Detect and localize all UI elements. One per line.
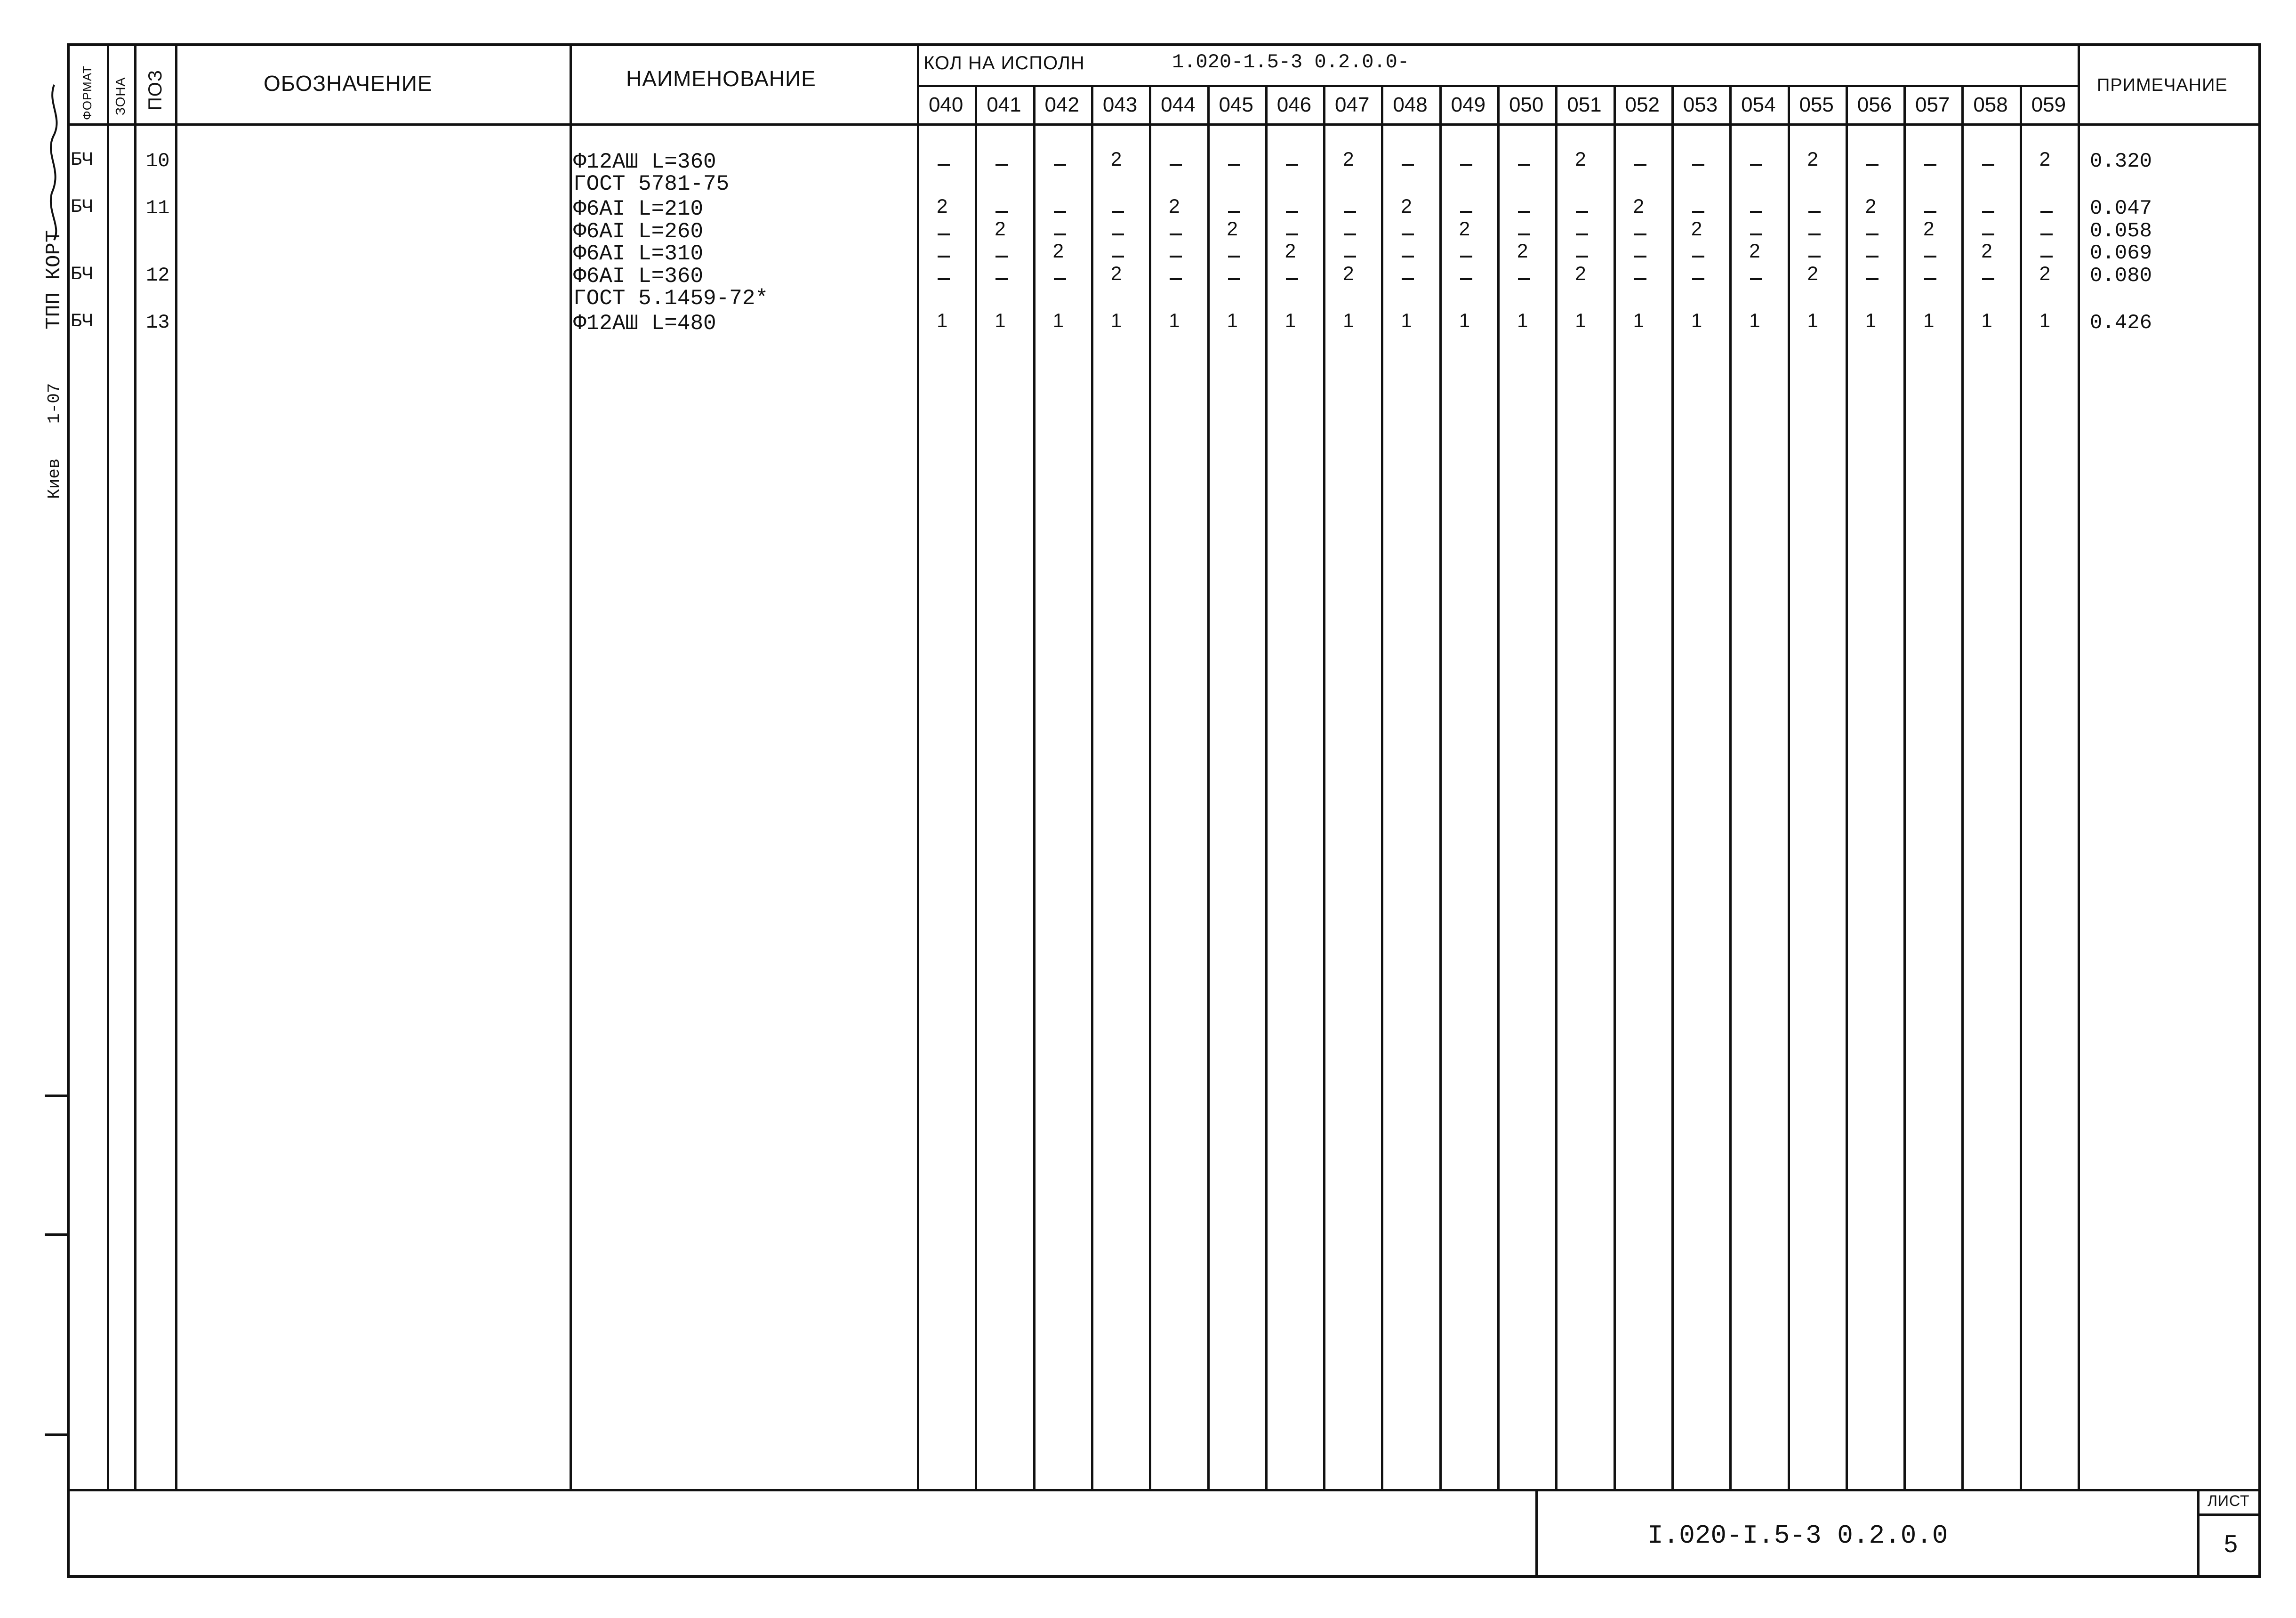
row-note: 0.058 (2090, 219, 2152, 243)
qty-dash (1460, 211, 1472, 213)
qty-dash (2040, 256, 2053, 258)
qty-value: 1 (1110, 309, 1122, 331)
qty-value: 1 (1575, 309, 1586, 331)
qty-dash (1634, 256, 1646, 258)
qty-value: 2 (1575, 262, 1586, 284)
qty-dash (1286, 278, 1298, 280)
qty-value: 2 (1110, 148, 1122, 170)
side-stamp-org: ТПП КОРТ (42, 230, 66, 330)
title-block-sheet-line (2197, 1489, 2200, 1578)
qty-value: 2 (1227, 217, 1238, 240)
qty-value: 1 (1633, 309, 1644, 331)
header-designation: ОБОЗНАЧЕНИЕ (264, 71, 433, 96)
qty-value: 2 (1343, 148, 1354, 170)
qty-value: 1 (1459, 309, 1470, 331)
row-format: БЧ (71, 150, 94, 171)
qty-dash (1402, 164, 1414, 166)
qty-dash (1982, 233, 1994, 235)
left-margin-line (67, 43, 69, 1578)
variant-col-line (1265, 85, 1268, 1489)
qty-dash (1692, 278, 1704, 280)
qty-dash (1750, 233, 1762, 235)
header-format: ФОРМАТ (80, 65, 94, 120)
variant-header-051: 051 (1567, 93, 1602, 116)
qty-dash (1460, 164, 1472, 166)
qty-dash (938, 164, 950, 166)
variant-header-044: 044 (1161, 93, 1196, 116)
qty-dash (1170, 278, 1182, 280)
qty-value: 1 (1865, 309, 1877, 331)
qty-dash (1866, 164, 1879, 166)
qty-dash (1112, 233, 1124, 235)
qty-value: 1 (1923, 309, 1935, 331)
variant-col-line (1903, 85, 1906, 1489)
qty-value: 2 (1343, 262, 1354, 284)
qty-dash (995, 278, 1008, 280)
qty-dash (1924, 211, 1936, 213)
qty-value: 1 (1807, 309, 1818, 331)
qty-dash (995, 211, 1008, 213)
variant-col-line (1788, 85, 1790, 1489)
qty-value: 1 (1284, 309, 1296, 331)
variant-header-057: 057 (1915, 93, 1950, 116)
qty-value: 1 (1749, 309, 1760, 331)
side-stamp-code: 1-07 (45, 383, 64, 424)
qty-dash (1286, 233, 1298, 235)
qty-value: 1 (1227, 309, 1238, 331)
variant-header-059: 059 (2031, 93, 2066, 116)
qty-value: 2 (1052, 240, 1064, 262)
header-pos: ПОЗ (145, 69, 166, 111)
qty-dash (1228, 278, 1240, 280)
header-name: НАИМЕНОВАНИЕ (626, 66, 816, 91)
qty-value: 2 (1517, 240, 1528, 262)
col-line-designation (570, 43, 572, 1489)
row-name: Ф6АI L=310 (573, 241, 704, 266)
row-name: Ф6АI L=360 (573, 264, 704, 289)
variant-header-050: 050 (1509, 93, 1544, 116)
col-line-format (107, 43, 109, 1489)
qty-dash (995, 164, 1008, 166)
qty-value: 2 (937, 195, 948, 217)
title-block-doc-code: I.020-I.5-3 0.2.0.0 (1647, 1521, 1948, 1551)
title-block-sheet-number: 5 (2224, 1530, 2238, 1558)
row-name: ГОСТ 5.1459-72* (573, 286, 769, 311)
qty-dash (1228, 256, 1240, 258)
header-note: ПРИМЕЧАНИЕ (2097, 75, 2228, 95)
qty-dash (1170, 233, 1182, 235)
row-note: 0.320 (2090, 150, 2152, 173)
col-line-name (917, 43, 919, 1489)
qty-value: 1 (1981, 309, 1992, 331)
qty-dash (2040, 211, 2053, 213)
variant-col-line (1846, 85, 1848, 1489)
variant-col-line (1149, 85, 1151, 1489)
variant-col-line (1207, 85, 1210, 1489)
row-name: Ф12АШ L=480 (573, 311, 716, 336)
row-note: 0.069 (2090, 241, 2152, 265)
signature-mark (45, 75, 66, 245)
variant-col-line (1555, 85, 1557, 1489)
qty-dash (1170, 256, 1182, 258)
qty-value: 1 (1169, 309, 1180, 331)
qty-dash (938, 256, 950, 258)
qty-dash (1982, 211, 1994, 213)
qty-value: 2 (1807, 148, 1818, 170)
header-qty-doc: 1.020-1.5-3 0.2.0.0- (1172, 51, 1410, 73)
qty-dash (1518, 278, 1530, 280)
qty-value: 2 (1923, 217, 1935, 240)
row-name: Ф6АI L=210 (573, 197, 704, 221)
title-block-left-line (1535, 1489, 1538, 1578)
qty-dash (1808, 233, 1821, 235)
qty-dash (1402, 278, 1414, 280)
qty-dash (1402, 256, 1414, 258)
qty-dash (1982, 164, 1994, 166)
qty-dash (1634, 233, 1646, 235)
qty-dash (1924, 278, 1936, 280)
qty-dash (1054, 164, 1066, 166)
col-line-pos (175, 43, 177, 1489)
variant-col-line (1614, 85, 1616, 1489)
variant-header-041: 041 (987, 93, 1021, 116)
variant-col-line (1439, 85, 1442, 1489)
variant-header-052: 052 (1625, 93, 1660, 116)
margin-tick (45, 1095, 68, 1097)
qty-dash (1518, 233, 1530, 235)
row-pos: 12 (146, 264, 170, 287)
qty-dash (995, 256, 1008, 258)
qty-value: 1 (937, 309, 948, 331)
qty-dash (1402, 233, 1414, 235)
row-format: БЧ (71, 311, 94, 332)
title-block-sheet-label: ЛИСТ (2208, 1492, 2250, 1509)
row-name: ГОСТ 5781-75 (573, 172, 730, 196)
qty-value: 1 (1052, 309, 1064, 331)
qty-dash (1750, 211, 1762, 213)
qty-value: 2 (1691, 217, 1702, 240)
row-pos: 10 (146, 150, 170, 172)
row-note: 0.080 (2090, 264, 2152, 288)
qty-dash (938, 233, 950, 235)
side-stamp-city: Киев (45, 458, 64, 499)
sheet-frame (67, 43, 2261, 1578)
variant-header-042: 042 (1044, 93, 1079, 116)
qty-dash (1054, 233, 1066, 235)
variant-header-045: 045 (1219, 93, 1253, 116)
qty-value: 2 (1807, 262, 1818, 284)
variant-header-047: 047 (1335, 93, 1370, 116)
qty-value: 1 (2039, 309, 2051, 331)
variant-header-049: 049 (1451, 93, 1486, 116)
title-block-sheet-divider (2197, 1513, 2261, 1516)
qty-dash (2040, 233, 2053, 235)
row-pos: 11 (146, 197, 170, 219)
qty-dash (1692, 256, 1704, 258)
qty-dash (1576, 256, 1588, 258)
variant-col-line (975, 85, 977, 1489)
row-format: БЧ (71, 264, 94, 285)
variant-header-048: 048 (1393, 93, 1428, 116)
qty-dash (1344, 233, 1356, 235)
qty-value: 2 (1401, 195, 1412, 217)
header-zone: ЗОНА (113, 77, 128, 115)
qty-dash (1750, 278, 1762, 280)
qty-value: 2 (1459, 217, 1470, 240)
qty-dash (1866, 233, 1879, 235)
qty-dash (1170, 164, 1182, 166)
qty-value: 1 (1691, 309, 1702, 331)
qty-value: 2 (1575, 148, 1586, 170)
row-name: Ф12АШ L=360 (573, 150, 716, 174)
qty-dash (1634, 278, 1646, 280)
qty-dash (1286, 211, 1298, 213)
variant-col-line (1961, 85, 1964, 1489)
qty-value: 2 (1633, 195, 1644, 217)
qty-value: 1 (1343, 309, 1354, 331)
qty-value: 2 (1169, 195, 1180, 217)
qty-value: 2 (1981, 240, 1992, 262)
table-bottom-line (67, 1489, 2261, 1491)
variant-header-053: 053 (1683, 93, 1718, 116)
variant-col-line (1729, 85, 1732, 1489)
qty-dash (1460, 256, 1472, 258)
qty-value: 2 (1865, 195, 1877, 217)
qty-dash (1982, 278, 1994, 280)
qty-value: 2 (2039, 262, 2051, 284)
variant-header-055: 055 (1799, 93, 1834, 116)
header-bottom-line (67, 123, 2261, 126)
qty-dash (1866, 256, 1879, 258)
variant-col-line (1091, 85, 1093, 1489)
variant-col-line (1381, 85, 1383, 1489)
qty-dash (1460, 278, 1472, 280)
qty-dash (1576, 233, 1588, 235)
qty-dash (1344, 211, 1356, 213)
qty-dash (1808, 256, 1821, 258)
qty-value: 1 (995, 309, 1006, 331)
qty-dash (1112, 211, 1124, 213)
variant-col-line (1323, 85, 1325, 1489)
col-line-note (2078, 43, 2080, 1489)
qty-dash (1054, 211, 1066, 213)
variant-col-line (1671, 85, 1674, 1489)
qty-dash (1576, 211, 1588, 213)
qty-dash (1924, 256, 1936, 258)
margin-tick (45, 1433, 68, 1436)
variant-header-043: 043 (1102, 93, 1138, 116)
qty-dash (1112, 256, 1124, 258)
row-pos: 13 (146, 311, 170, 334)
qty-dash (1286, 164, 1298, 166)
row-note: 0.047 (2090, 197, 2152, 220)
row-name: Ф6АI L=260 (573, 219, 704, 244)
qty-dash (1228, 211, 1240, 213)
qty-dash (1228, 164, 1240, 166)
qty-dash (1692, 164, 1704, 166)
qty-dash (1924, 164, 1936, 166)
qty-dash (1808, 211, 1821, 213)
variant-col-line (2020, 85, 2022, 1489)
variant-header-040: 040 (928, 93, 963, 116)
qty-dash (1518, 164, 1530, 166)
qty-dash (1518, 211, 1530, 213)
margin-tick (45, 1233, 68, 1236)
variant-header-056: 056 (1857, 93, 1892, 116)
qty-value: 2 (1110, 262, 1122, 284)
qty-value: 2 (1749, 240, 1760, 262)
qty-dash (1866, 278, 1879, 280)
col-line-zone (134, 43, 136, 1489)
variant-col-line (1497, 85, 1500, 1489)
qty-value: 1 (1517, 309, 1528, 331)
qty-dash (1634, 164, 1646, 166)
variant-header-046: 046 (1276, 93, 1312, 116)
qty-dash (1344, 256, 1356, 258)
qty-dash (1692, 211, 1704, 213)
row-note: 0.426 (2090, 311, 2152, 335)
qty-value: 2 (1284, 240, 1296, 262)
qty-value: 1 (1401, 309, 1412, 331)
qty-dash (1750, 164, 1762, 166)
variant-col-line (1033, 85, 1036, 1489)
qty-dash (1054, 278, 1066, 280)
row-format: БЧ (71, 197, 94, 218)
qty-dash (938, 278, 950, 280)
variant-header-054: 054 (1741, 93, 1776, 116)
qty-value: 2 (2039, 148, 2051, 170)
qty-value: 2 (995, 217, 1006, 240)
header-qty-label: КОЛ НА ИСПОЛН (923, 53, 1085, 73)
variant-header-058: 058 (1973, 93, 2008, 116)
